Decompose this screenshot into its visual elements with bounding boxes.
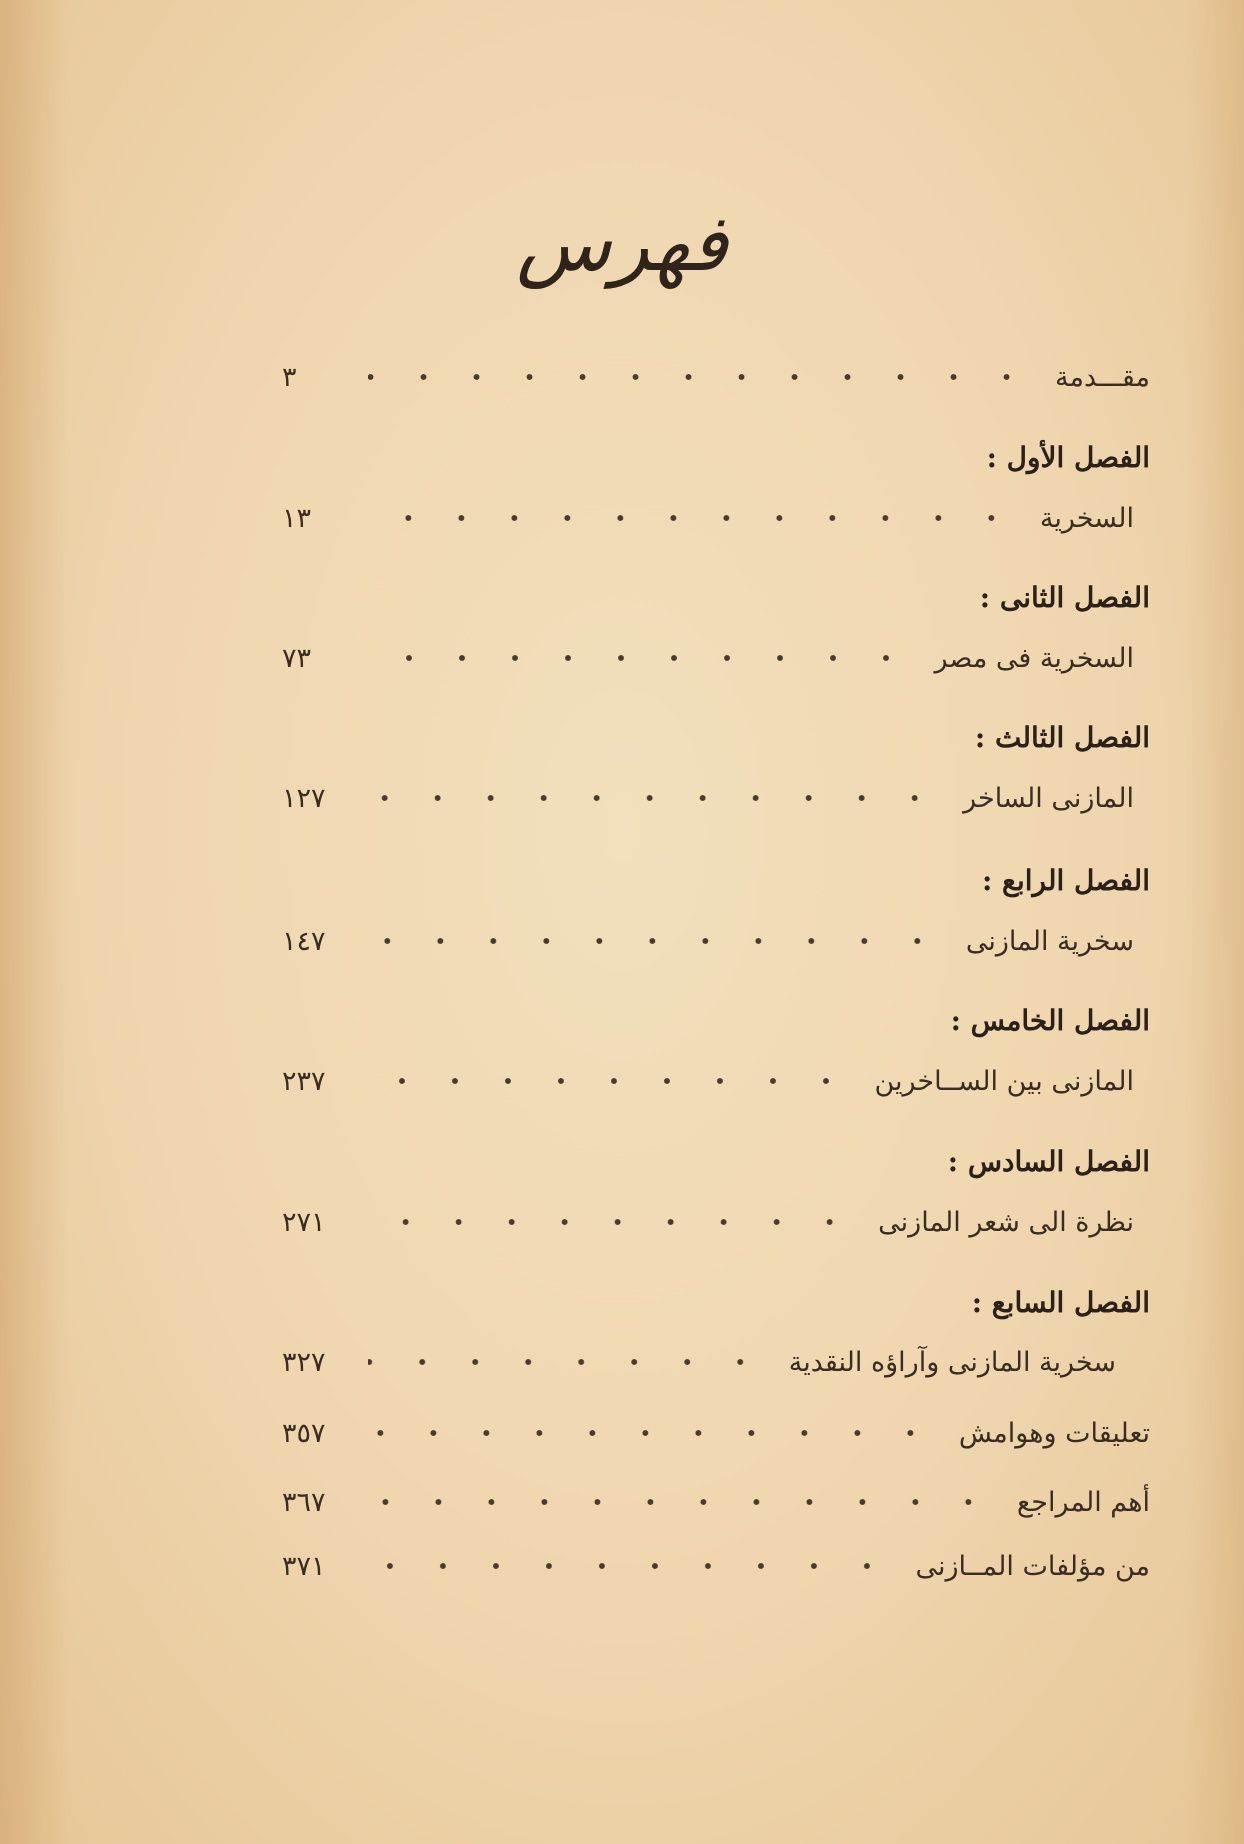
toc-entry-label: سخرية المازنى وآراؤه النقدية bbox=[788, 1346, 1116, 1378]
toc-entry-chapter-7 bbox=[282, 1337, 1116, 1387]
toc-page-number: ٣٥٧ bbox=[282, 1417, 326, 1449]
toc-page-number: ٣٢٧ bbox=[282, 1346, 326, 1378]
toc-page-number: ٧٣ bbox=[282, 642, 312, 674]
toc-page-number: ٣ bbox=[282, 361, 297, 393]
chapter-heading-7: الفصل السابع : bbox=[971, 1285, 1150, 1319]
toc-entry-label: تعليقات وهوامش bbox=[958, 1417, 1150, 1449]
toc-entry-works bbox=[282, 1541, 1150, 1591]
chapter-heading-2: الفصل الثانى : bbox=[979, 580, 1150, 614]
chapter-heading-5: الفصل الخامس : bbox=[950, 1003, 1150, 1037]
toc-entry-introduction bbox=[282, 352, 1150, 402]
dot-leader bbox=[368, 372, 1033, 382]
toc-entry-chapter-3 bbox=[282, 773, 1134, 823]
dot-leader bbox=[368, 1217, 856, 1227]
toc-page-number: ٢٧١ bbox=[282, 1206, 326, 1238]
dot-leader bbox=[368, 1076, 852, 1086]
toc-entry-label: المازنى الساخر bbox=[963, 782, 1134, 814]
dot-leader bbox=[368, 1561, 893, 1571]
toc-entry-label: من مؤلفات المــازنى bbox=[915, 1550, 1150, 1582]
dot-leader bbox=[368, 793, 941, 803]
dot-leader bbox=[368, 1497, 995, 1507]
toc-entry-notes bbox=[282, 1408, 1150, 1458]
toc-entry-label: أهم المراجع bbox=[1016, 1486, 1150, 1518]
toc-entry-chapter-1 bbox=[282, 493, 1134, 543]
toc-page-number: ٣٧١ bbox=[282, 1550, 326, 1582]
toc-entry-label: سخرية المازنى bbox=[965, 925, 1134, 957]
toc-entry-chapter-5 bbox=[282, 1056, 1134, 1106]
chapter-heading-3: الفصل الثالث : bbox=[974, 720, 1150, 754]
toc-entry-references bbox=[282, 1477, 1150, 1527]
chapter-heading-6: الفصل السادس : bbox=[947, 1144, 1150, 1178]
toc-entry-label: السخرية فى مصر bbox=[934, 642, 1134, 674]
dot-leader bbox=[368, 1428, 937, 1438]
toc-entry-chapter-2 bbox=[282, 633, 1134, 683]
dot-leader bbox=[368, 513, 1018, 523]
chapter-heading-4: الفصل الرابع : bbox=[981, 863, 1150, 897]
toc-entry-chapter-6 bbox=[282, 1197, 1134, 1247]
toc-entry-chapter-4 bbox=[282, 916, 1134, 966]
toc-entry-label: نظرة الى شعر المازنى bbox=[878, 1206, 1134, 1238]
toc-entry-label: المازنى بين الســاخرين bbox=[874, 1065, 1134, 1097]
dot-leader bbox=[368, 936, 944, 946]
toc-entry-label: مقـــدمة bbox=[1055, 361, 1150, 393]
toc-page-number: ١٤٧ bbox=[282, 925, 326, 957]
toc-entry-label: السخرية bbox=[1039, 502, 1134, 534]
toc-page-number: ٣٦٧ bbox=[282, 1486, 326, 1518]
toc-page-number: ٢٣٧ bbox=[282, 1065, 326, 1097]
toc-page-number: ١٢٧ bbox=[282, 782, 326, 814]
toc-page-number: ١٣ bbox=[282, 502, 312, 534]
page-title: فهرس bbox=[516, 199, 728, 289]
dot-leader bbox=[368, 653, 913, 663]
dot-leader bbox=[368, 1357, 767, 1367]
chapter-heading-1: الفصل الأول : bbox=[986, 440, 1150, 474]
